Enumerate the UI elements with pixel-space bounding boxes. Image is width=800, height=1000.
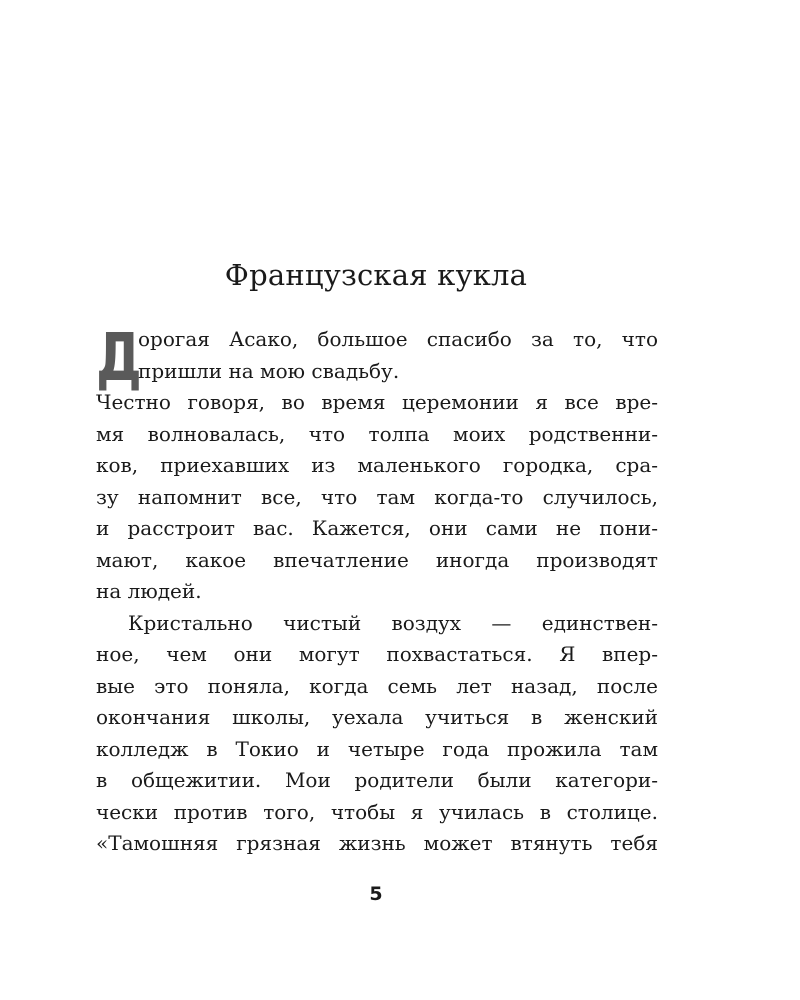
text-line: «Тамошняя грязная жизнь может втянуть тебя bbox=[96, 831, 658, 855]
text-line: Кристально чистый воздух — единствен- bbox=[128, 610, 658, 635]
text-line: окончания школы, уехала учиться в женский bbox=[96, 705, 658, 729]
text-line: мают, какое впечатление иногда производят bbox=[96, 547, 658, 572]
text-line: ное, чем они могут похвастаться. Я впер- bbox=[96, 642, 658, 666]
page-number: 5 bbox=[369, 883, 383, 905]
text-line: пришли на мою свадьбу. bbox=[138, 358, 400, 383]
text-line: в общежитии. Мои родители были категори- bbox=[96, 768, 658, 792]
text-line: и расстроит вас. Кажется, они сами не пони- bbox=[96, 516, 658, 540]
text-line: зу напомнит все, что там когда-то случилось, bbox=[96, 484, 658, 509]
text-line: Честно говоря, во время церемонии я все вре- bbox=[96, 390, 658, 414]
body-text bbox=[96, 319, 658, 860]
text-line: на людей. bbox=[96, 579, 202, 603]
text-line: вые это поняла, когда семь лет назад, после bbox=[96, 673, 658, 698]
text-line: ков, приехавших из маленького городка, сра- bbox=[96, 453, 658, 477]
drop-cap-letter: Д bbox=[96, 319, 142, 396]
text-line: мя волновалась, что толпа моих родственни- bbox=[96, 421, 658, 446]
text-line: чески против того, чтобы я училась в столице. bbox=[96, 799, 658, 824]
text-line: колледж в Токио и четыре года прожила там bbox=[96, 736, 658, 761]
text-line: орогая Асако, большое спасибо за то, что bbox=[138, 327, 658, 351]
chapter-title: Французская кукла bbox=[224, 258, 528, 292]
